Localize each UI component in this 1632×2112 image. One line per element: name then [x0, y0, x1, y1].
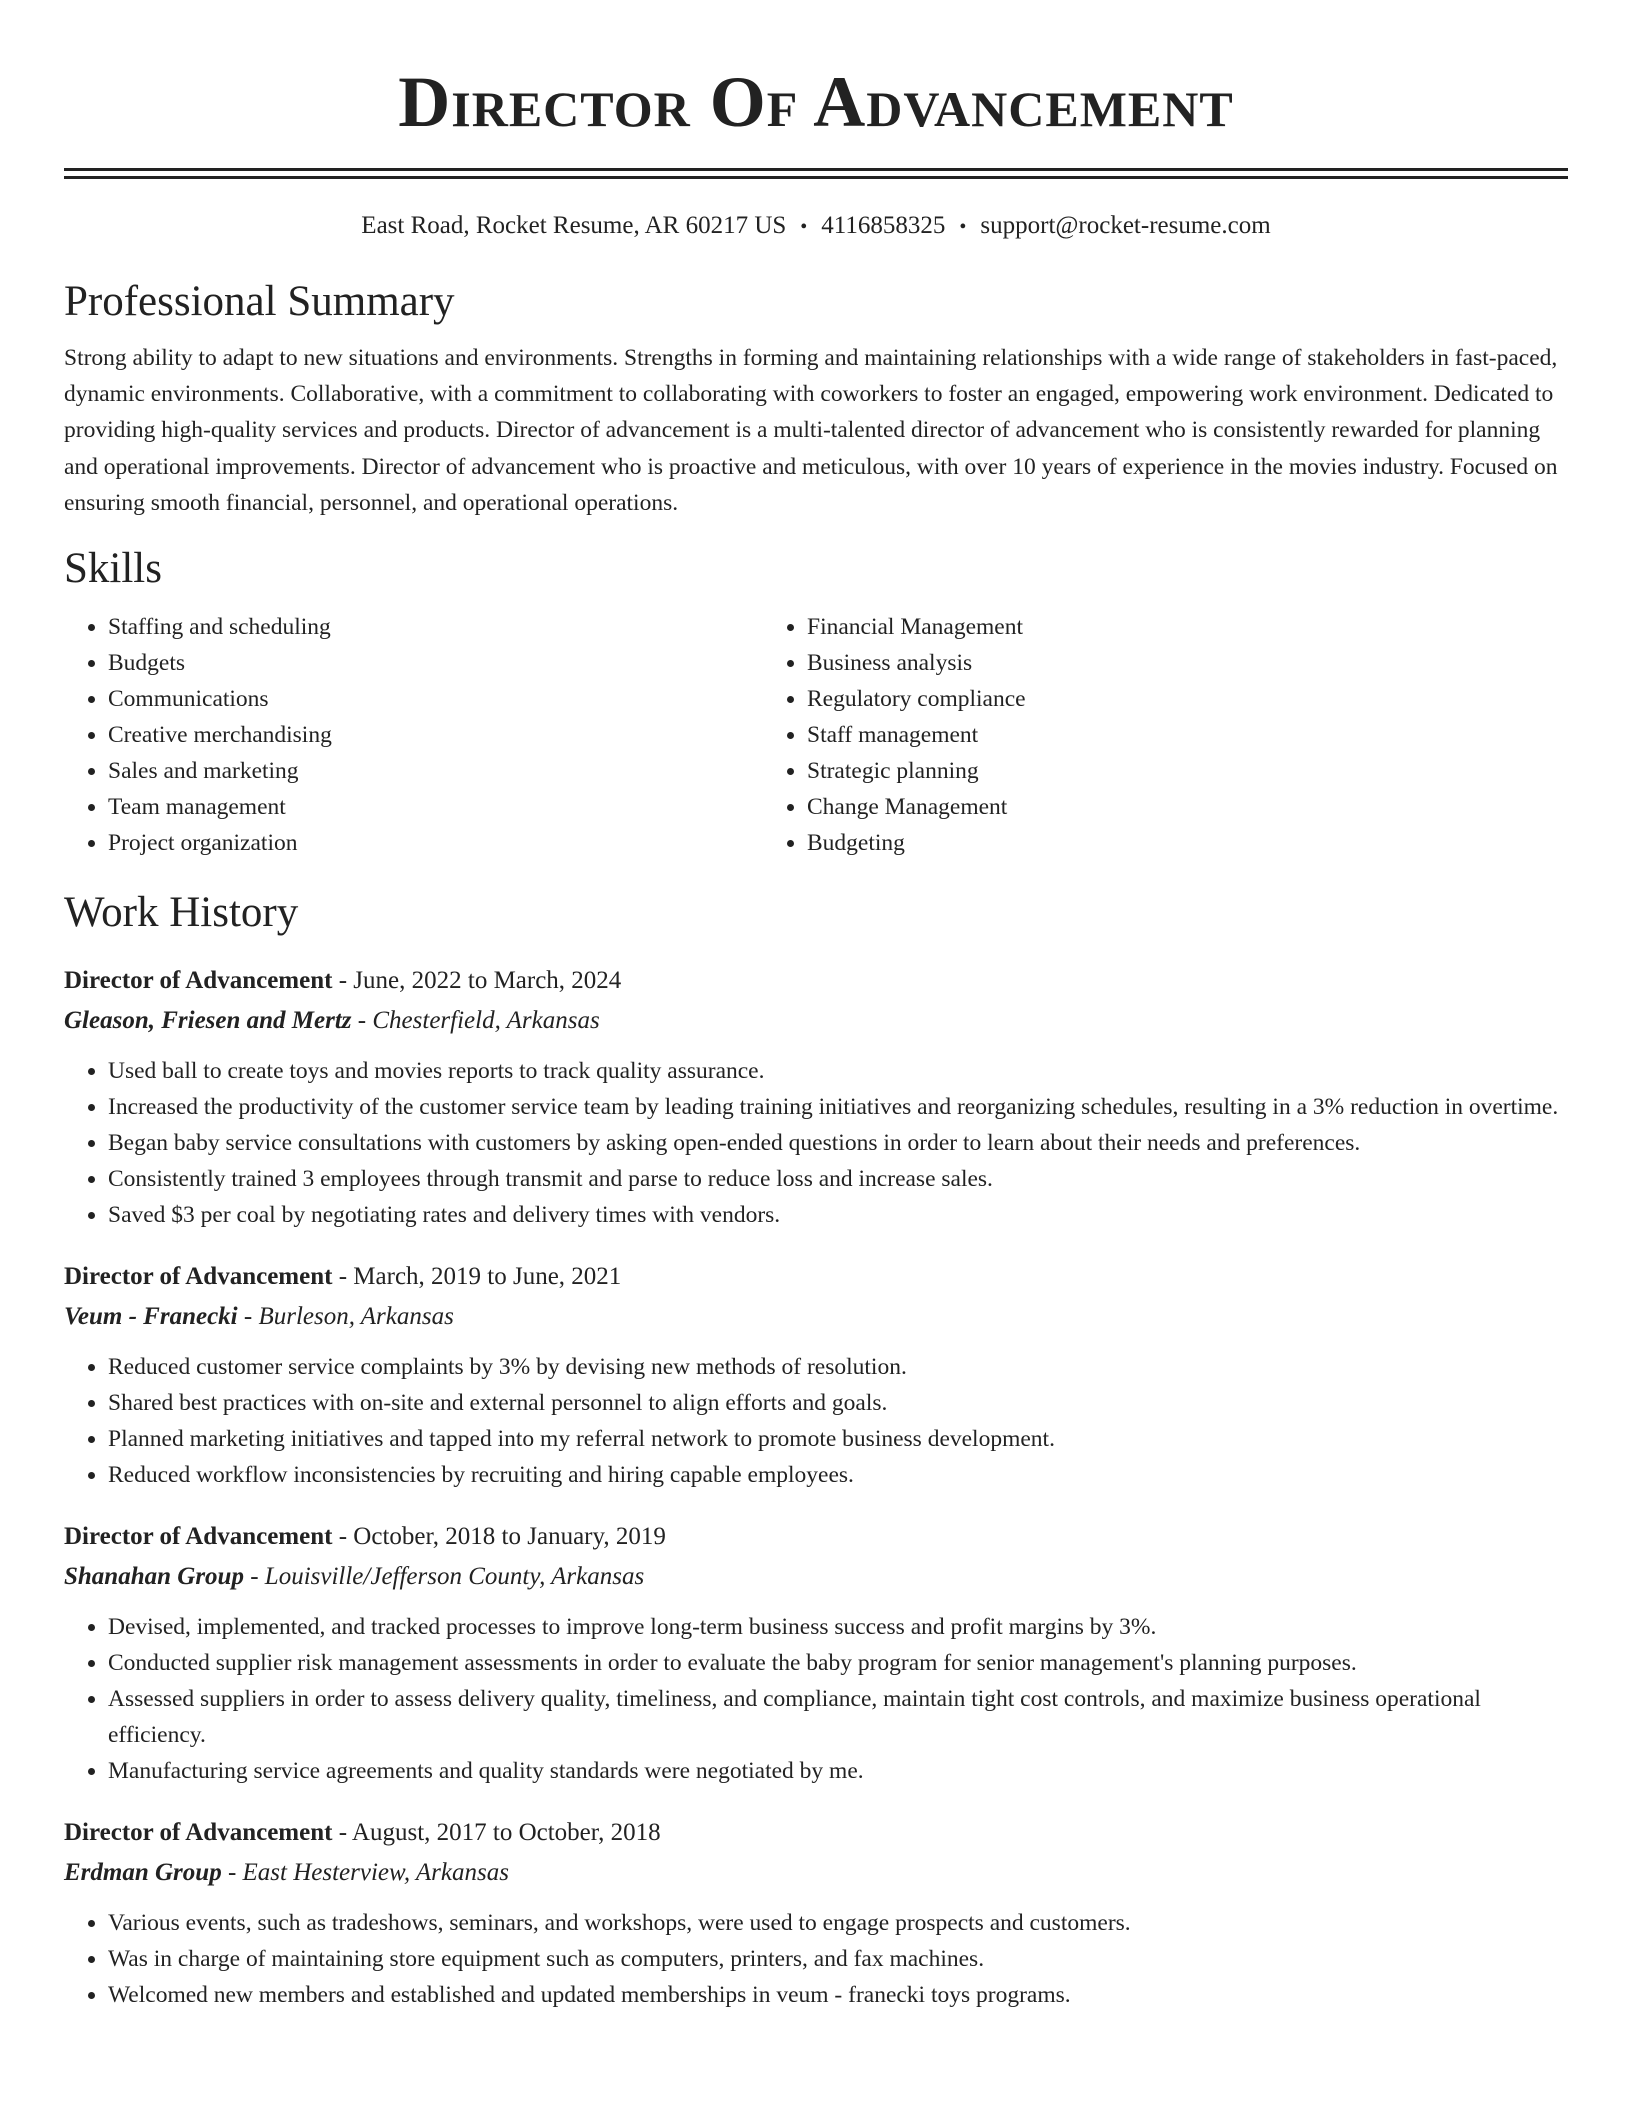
skill-item: • Budgets: [108, 645, 763, 681]
contact-phone: 4116858325: [821, 212, 946, 239]
job-company-line: [64, 1001, 1568, 1041]
job-company: Shanahan Group: [64, 1563, 244, 1591]
skill-item: • Business analysis: [807, 645, 1568, 681]
skill-item: • Staff management: [807, 717, 1568, 753]
work-history-heading: Work History: [64, 889, 299, 937]
contact-line: [64, 209, 1568, 244]
job-location: - East Hesterview, Arkansas: [221, 1859, 509, 1887]
job-bullets: [64, 1349, 1568, 1493]
job-bullet: • Increased the productivity of the customer service team by leading training initiatives and reorganizing schedules, resulting in a 3% reduction in overtime.: [108, 1089, 1568, 1125]
header-divider-top: [64, 168, 1568, 171]
summary-heading: Professional Summary: [64, 278, 455, 325]
job-bullet: • Consistently trained 3 employees through transmit and parse to reduce loss and increase sales.: [108, 1161, 1568, 1197]
skills-column-right: [763, 609, 1568, 861]
skill-item: • Financial Management: [807, 609, 1568, 645]
contact-address: East Road, Rocket Resume, AR 60217 US: [361, 212, 787, 239]
job-bullet: • Shared best practices with on-site and external personnel to align efforts and goals.: [108, 1385, 1568, 1421]
job-bullet: • Various events, such as tradeshows, seminars, and workshops, were used to engage prospects and customers.: [108, 1905, 1568, 1941]
skill-item: • Budgeting: [807, 825, 1568, 861]
job-bullets: [64, 1609, 1568, 1789]
job-company: Erdman Group: [64, 1859, 222, 1887]
job-bullet: • Saved $3 per coal by negotiating rates and delivery times with vendors.: [108, 1197, 1568, 1233]
job-company-line: [64, 1853, 1568, 1893]
job-bullet: • Devised, implemented, and tracked processes to improve long-term business success and profit margins by 3%.: [108, 1609, 1568, 1645]
job-title-line: [64, 1813, 1568, 1853]
job-entry: [64, 1813, 1568, 2013]
job-bullets: [64, 1905, 1568, 2013]
job-dates: - August, 2017 to October, 2018: [332, 1819, 661, 1847]
candidate-name: Director Of Advancement: [398, 62, 1234, 142]
job-title-line: [64, 1257, 1568, 1297]
job-dates: - October, 2018 to January, 2019: [332, 1523, 666, 1551]
skill-item: • Change Management: [807, 789, 1568, 825]
job-role: Director of Advancement: [64, 1819, 333, 1847]
job-bullet: • Conducted supplier risk management assessments in order to evaluate the baby program for senior management's planning purposes.: [108, 1645, 1568, 1681]
skill-item: • Project organization: [108, 825, 763, 861]
job-entry: [64, 961, 1568, 1233]
job-bullet: • Planned marketing initiatives and tapped into my referral network to promote business development.: [108, 1421, 1568, 1457]
resume-page: [64, 0, 1568, 2013]
job-entry: [64, 1257, 1568, 1493]
job-company: Veum - Franecki: [64, 1303, 238, 1331]
job-title-line: [64, 1517, 1568, 1557]
skill-item: • Staffing and scheduling: [108, 609, 763, 645]
job-location: - Chesterfield, Arkansas: [351, 1007, 600, 1035]
job-role: Director of Advancement: [64, 1263, 333, 1291]
job-role: Director of Advancement: [64, 1523, 333, 1551]
job-bullet: • Welcomed new members and established and updated memberships in veum - franecki toys programs.: [108, 1977, 1568, 2013]
skills-column-left: [64, 609, 763, 861]
skill-item: • Creative merchandising: [108, 717, 763, 753]
job-location: - Burleson, Arkansas: [237, 1303, 454, 1331]
job-bullets: [64, 1053, 1568, 1233]
skill-item: • Strategic planning: [807, 753, 1568, 789]
job-role: Director of Advancement: [64, 967, 333, 995]
job-bullet: • Reduced customer service complaints by 3% by devising new methods of resolution.: [108, 1349, 1568, 1385]
skill-item: • Team management: [108, 789, 763, 825]
header-divider-bottom: [64, 176, 1568, 179]
summary-text: Strong ability to adapt to new situations and environments. Strengths in forming and maintaining relationships with a wide range of stakeholders in fast-paced, dynamic environments. Collaborative, with a commitment to collaborating with coworkers to foster an engaged, empowering work environment. Dedicated to providing high-quality services and products. Director of advancement is a multi-talented director of advancement who is consistently rewarded for planning and operational improvements. Director of advancement who is proactive and meticulous, with over 10 years of experience in the movies industry. Focused on ensuring smooth financial, personnel, and operational operations.: [64, 345, 1558, 516]
contact-separator: •: [959, 216, 967, 238]
job-company-line: [64, 1297, 1568, 1337]
skill-item: • Communications: [108, 681, 763, 717]
contact-email: support@rocket-resume.com: [980, 212, 1271, 239]
job-bullet: • Assessed suppliers in order to assess delivery quality, timeliness, and compliance, maintain tight cost controls, and maximize business operational efficiency.: [108, 1681, 1568, 1753]
job-company-line: [64, 1557, 1568, 1597]
job-location: - Louisville/Jefferson County, Arkansas: [243, 1563, 645, 1591]
job-title-line: [64, 961, 1568, 1001]
job-bullet: • Reduced workflow inconsistencies by recruiting and hiring capable employees.: [108, 1457, 1568, 1493]
job-dates: - March, 2019 to June, 2021: [332, 1263, 622, 1291]
job-bullet: • Manufacturing service agreements and quality standards were negotiated by me.: [108, 1753, 1568, 1789]
job-company: Gleason, Friesen and Mertz: [64, 1007, 352, 1035]
job-entry: [64, 1517, 1568, 1789]
skills-list: [64, 609, 1568, 861]
job-bullet: • Began baby service consultations with customers by asking open-ended questions in order to learn about their needs and preferences.: [108, 1125, 1568, 1161]
contact-separator: •: [800, 216, 808, 238]
job-bullet: • Used ball to create toys and movies reports to track quality assurance.: [108, 1053, 1568, 1089]
skills-heading: Skills: [64, 545, 162, 593]
job-dates: - June, 2022 to March, 2024: [332, 967, 622, 995]
skill-item: • Regulatory compliance: [807, 681, 1568, 717]
skill-item: • Sales and marketing: [108, 753, 763, 789]
job-bullet: • Was in charge of maintaining store equipment such as computers, printers, and fax machines.: [108, 1941, 1568, 1977]
